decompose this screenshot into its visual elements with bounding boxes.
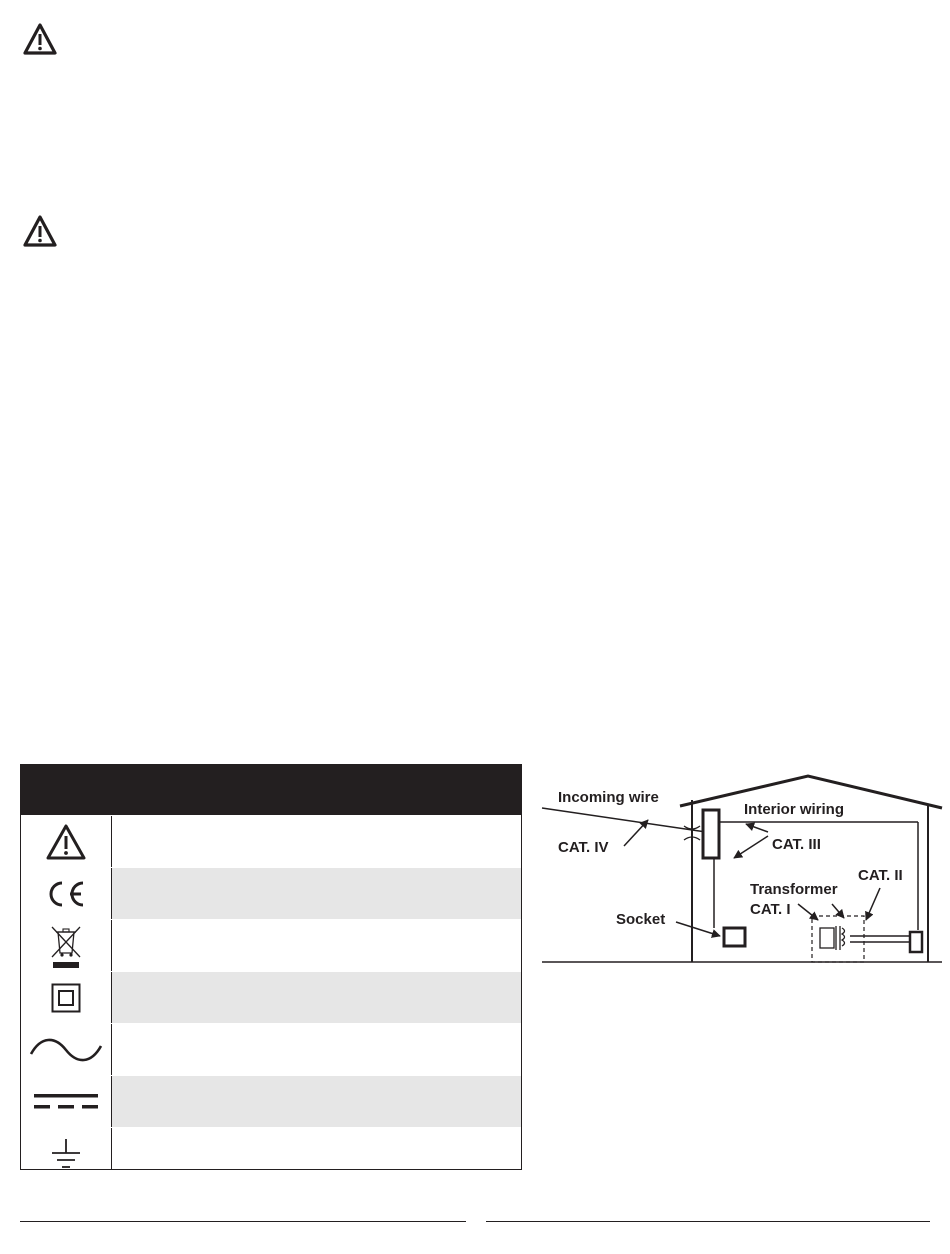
warning-triangle-icon	[22, 214, 58, 248]
symbols-table-header	[21, 765, 521, 815]
warning-triangle-icon	[22, 22, 58, 56]
footer-rule-right	[486, 1221, 930, 1222]
table-row	[21, 919, 521, 971]
symbol-description	[112, 1128, 521, 1170]
table-row	[21, 1075, 521, 1127]
ac-sine-wave-icon	[28, 1035, 104, 1065]
cat-iv-label: CAT. IV	[558, 839, 609, 856]
incoming-wire-label: Incoming wire	[558, 789, 659, 806]
measurement-category-diagram	[536, 770, 944, 970]
cat-iii-arrow	[746, 824, 768, 832]
ground-earth-icon	[49, 1137, 83, 1171]
symbol-description	[112, 972, 521, 1023]
table-row	[21, 1127, 521, 1170]
symbols-table	[20, 764, 522, 1170]
cat-i-arrow	[798, 904, 818, 920]
cat-iii-arrow	[734, 836, 768, 858]
cat-i-label: CAT. I	[750, 901, 791, 918]
dc-current-icon	[32, 1091, 100, 1113]
symbol-description	[112, 868, 521, 919]
cat-ii-arrow	[866, 888, 880, 920]
cat-ii-label: CAT. II	[858, 867, 903, 884]
socket-box	[724, 928, 745, 946]
table-row	[21, 867, 521, 919]
incoming-wire-line	[542, 808, 706, 832]
interior-wiring-label: Interior wiring	[744, 801, 845, 818]
warning-triangle-icon	[45, 823, 87, 861]
weee-crossed-bin-icon	[46, 923, 86, 969]
symbol-description	[112, 1024, 521, 1075]
cat-iii-label: CAT. III	[772, 836, 821, 853]
table-row	[21, 815, 521, 867]
table-row	[21, 971, 521, 1023]
transformer-label: Transformer	[750, 881, 838, 898]
symbol-description	[112, 816, 521, 867]
socket-label: Socket	[616, 911, 666, 928]
symbol-description	[112, 920, 521, 971]
footer-rule-left	[20, 1221, 466, 1222]
distribution-panel	[703, 810, 719, 858]
table-row	[21, 1023, 521, 1075]
wall-outlet	[910, 932, 922, 952]
symbol-description	[112, 1076, 521, 1127]
ce-mark-icon	[43, 877, 89, 911]
double-insulation-icon	[51, 983, 81, 1013]
cat-iv-arrow	[624, 820, 648, 846]
